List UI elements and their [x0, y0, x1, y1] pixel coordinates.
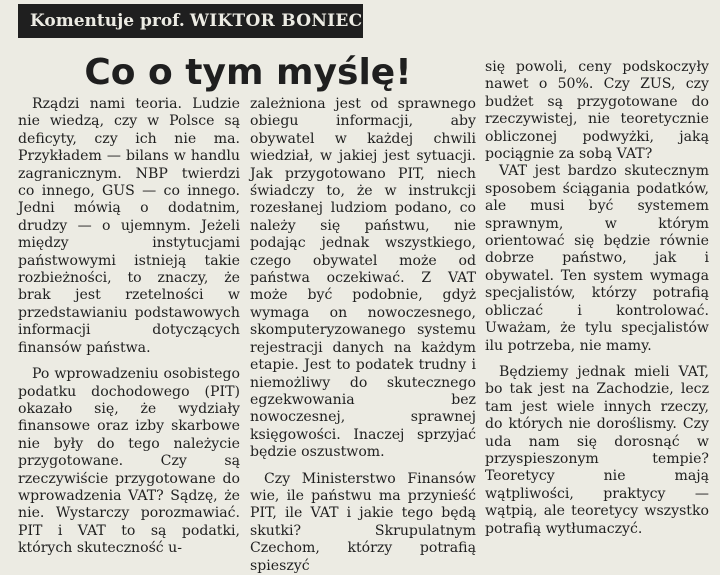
article-column-2	[250, 96, 476, 575]
article-column-3	[485, 59, 709, 538]
col3-paragraph-3: Będziemy jednak mieli VAT, bo tak jest na Zachodzie, lecz tam jest wiele innych rzeczy, do których nie doroślismy. Czy uda nam się dorosnąć w przyspieszonym tempie? Teoretycy nie mają wątpliwości, praktycy — wątpią, ale teoretycy wszystko potrafią wytłumaczyć.	[485, 363, 709, 537]
columnist-byline	[18, 4, 386, 38]
col2-paragraph-2: Czy Ministerstwo Finansów wie, ile państwu ma przynieść PIT, ile VAT i jakie tego będą skutki? Skrupulatnym Czechom, którzy potrafią spieszyć	[250, 470, 476, 574]
col3-paragraph-2: VAT jest bardzo skutecznym sposobem ściągania podatków, ale musi być systemem sprawnym, w którym orientować się będzie równie dobrze państwo, jak i obywatel. Ten system wymaga specjalistów, którzy potrafią obliczać i kontrolować. Uważam, że tylu specjalistów ilu potrzeba, nie mamy.	[485, 163, 709, 354]
article-column-1	[18, 96, 240, 558]
col1-paragraph-2: Po wprowadzeniu osobistego podatku dochodowego (PIT) okazało się, że wydziały finansowe oraz izby skarbowe nie były do tego należycie przygotowane. Czy są rzeczywiście przygotowane do wprowadzenia VAT? Sądzę, że nie. Wystarczy porozmawiać. PIT i VAT to są podatki, których skuteczność u-	[18, 366, 240, 557]
col2-paragraph-1: zależniona jest od sprawnego obiegu informacji, aby obywatel w każdej chwili wiedział, w jakiej jest sytuacji. Jak przygotowano PIT, niech świadczy to, że w instrukcji rozesłanej ludziom podano, co należy się państwu, nie podając jednak wszystkiego, czego obywatel może od państwa oczekiwać. Z VAT może być podobnie, gdyż wymaga on nowoczesnego, skomputeryzowanego systemu rejestracji danych na każdym etapie. Jest to podatek trudny i niemożliwy do skutecznego egzekwowania bez nowoczesnej, sprawnej księgowości. Inaczej sprzyjać będzie oszustwom.	[250, 96, 476, 461]
byline-author-name: WIKTOR BONIECKI	[189, 11, 386, 31]
byline-prefix: Komentuje prof.	[30, 11, 185, 31]
col3-paragraph-1: się powoli, ceny podskoczyły nawet o 50%. Czy ZUS, czy budżet są przygotowane do rzeczywistej, nie teoretycznie obliczonej podwyżki, jaką pociągnie za sobą VAT?	[485, 59, 709, 163]
article-headline: Co o tym myślę!	[84, 52, 412, 93]
col1-paragraph-1: Rządzi nami teoria. Ludzie nie wiedzą, czy w Polsce są deficyty, czy ich nie ma. Przykładem — bilans w handlu zagranicznym. NBP twierdzi co innego, GUS — co innego. Jedni mówią o dodatnim, drudzy — o ujemnym. Jeżeli między instytucjami państwowymi istnieją takie rozbieżności, to znaczy, że brak jest rzetelności w przedstawianiu podstawowych informacji dotyczących finansów państwa.	[18, 96, 240, 356]
